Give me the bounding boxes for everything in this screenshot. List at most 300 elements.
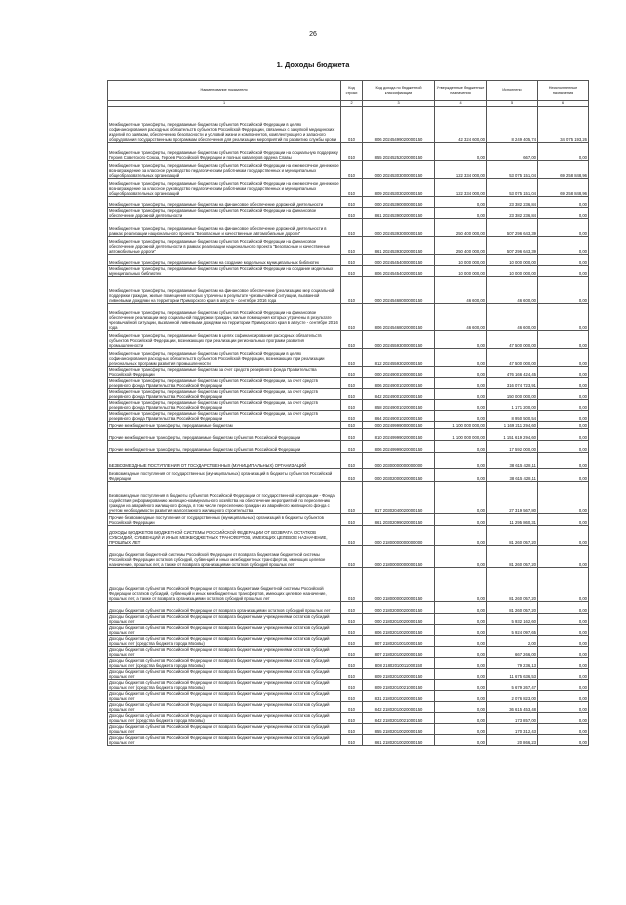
row-line-code: 010 [341,441,363,453]
row-name: Прочие безвозмездные поступления от государственных (муниципальных) организаций в бюджеты субъектов Российской Федерации [108,514,341,526]
row-approved-amount: 250 400 000,00 [435,237,487,255]
row-executed-amount: 47 500 000,00 [487,331,538,349]
row-approved-amount: 0,00 [435,526,487,546]
row-name: Межбюджетные трансферты, передаваемые бюджетам субъектов Российской Федерации на ежемесячное денежное вознаграждение за классное руководство педагогическим работникам государственных и муниципальных общеобразовательных организаций [108,179,341,197]
row-income-code: 806 20245468020000150 [363,304,435,331]
row-income-code: 809 21802010021000150 [363,680,435,691]
table-row [108,208,589,219]
row-line-code: 010 [341,680,363,691]
row-approved-amount: 10 000 000,00 [435,255,487,266]
row-executed-amount: 150 000 000,00 [487,389,538,400]
header-executed: Исполнено [487,81,538,101]
row-income-code: 000 20249999000000150 [363,422,435,429]
row-income-code: 000 20245303000000150 [363,161,435,179]
row-executed-amount: 11 295 860,31 [487,514,538,526]
table-row [108,658,589,669]
row-name: Прочие межбюджетные трансферты, передаваемые бюджетам субъектов Российской Федерации [108,441,341,453]
row-name: Безвозмездные поступления в бюджеты субъектов Российской Федерации от государственной корпорации - Фонда содействия реформированию жилищно-коммунального хозяйства на обеспечение мероприятий по переселению граждан из аварийного жилищного фонда, в том числе переселению граждан из аварийного жилищного фонда с учетом необходимости развития малоэтажного жилищного строительства [108,482,341,514]
row-line-code: 010 [341,161,363,179]
row-name: Межбюджетные трансферты, передаваемые бюджетам на создание модельных муниципальных библиотек [108,255,341,266]
row-name: Доходы бюджетов субъектов Российской Федерации от возврата бюджетными учреждениями остатков субсидий прошлых лет [108,614,341,625]
table-row [108,179,589,197]
row-income-code: 000 20302000020000150 [363,469,435,482]
row-unexecuted-amount: 0,00 [538,367,589,378]
row-name: БЕЗВОЗМЕЗДНЫЕ ПОСТУПЛЕНИЯ ОТ ГОСУДАРСТВЕННЫХ (МУНИЦИПАЛЬНЫХ) ОРГАНИЗАЦИЙ [108,453,341,469]
row-executed-amount: 667,00 [487,143,538,161]
row-name: Межбюджетные трансферты, передаваемые бюджетам субъектов Российской Федерации в целях софинансирования расходных обязательств субъектов Российской Федерации, возникающих при реализации региональных программ развития промышленности [108,349,341,367]
row-name: Доходы бюджетов субъектов Российской Федерации от возврата бюджетными учреждениями остатков субсидий прошлых лет [108,691,341,702]
row-executed-amount: 17 592 000,00 [487,441,538,453]
row-approved-amount: 0,00 [435,208,487,219]
row-approved-amount: 0,00 [435,197,487,208]
row-name: Доходы бюджетов субъектов Российской Федерации от возврата бюджетными учреждениями остатков субсидий прошлых лет [108,647,341,658]
table-row [108,636,589,647]
row-executed-amount: 47 500 000,00 [487,349,538,367]
budget-table [107,80,589,746]
column-number: 2 [341,101,363,107]
row-income-code: 842 20249001020000150 [363,389,435,400]
row-line-code: 010 [341,669,363,680]
table-row [108,304,589,331]
row-executed-amount: 170 312,43 [487,724,538,735]
row-approved-amount: 0,00 [435,546,487,568]
row-line-code: 010 [341,107,363,143]
row-income-code: 000 21802000020000150 [363,602,435,614]
row-unexecuted-amount: 0,00 [538,636,589,647]
column-number: 3 [363,101,435,107]
row-line-code: 010 [341,658,363,669]
row-executed-amount: 1 171 200,00 [487,400,538,411]
row-line-code: 010 [341,389,363,400]
row-income-code: 000 20245593000000150 [363,331,435,349]
row-line-code: 010 [341,514,363,526]
row-name: Межбюджетные трансферты, передаваемые бюджетам субъектов Российской Федерации на финансовое обеспечение реализации мер социальной поддержки граждан, жилые помещения которых утрачены в результате чрезвычайной ситуации, вызванной ливневыми дождями на территории Приморского края в августе - сентябре 2016 года [108,304,341,331]
row-executed-amount: 38 615 428,11 [487,469,538,482]
row-income-code: 864 20249001020000150 [363,411,435,422]
row-unexecuted-amount: 0,00 [538,713,589,724]
row-income-code: 806 21802010020000150 [363,625,435,636]
row-line-code: 010 [341,143,363,161]
table-row [108,669,589,680]
row-approved-amount: 0,00 [435,669,487,680]
row-executed-amount: 316 074 723,91 [487,378,538,389]
table-row [108,255,589,266]
table-row [108,691,589,702]
table-row [108,614,589,625]
table-row [108,422,589,429]
row-line-code: 010 [341,219,363,237]
table-row [108,441,589,453]
table-body [108,107,589,746]
row-name: Доходы бюджетов субъектов Российской Федерации от возврата бюджетными учреждениями остатков субсидий прошлых лет (средства бюджета города Москвы) [108,658,341,669]
row-name: Доходы бюджетов бюджетной системы Российской Федерации от возврата бюджетами бюджетной системы Российской Федерации остатков субсидий, субвенций и иных межбюджетных трансфертов, имеющих целевое назначение, прошлых лет, а также от возврата организациями остатков субсидий прошлых лет [108,546,341,568]
row-approved-amount: 1 100 000 000,00 [435,422,487,429]
row-line-code: 010 [341,411,363,422]
table-row [108,331,589,349]
row-approved-amount: 0,00 [435,143,487,161]
row-executed-amount: 46 600,00 [487,277,538,304]
row-name: Доходы бюджетов субъектов Российской Федерации от возврата бюджетными учреждениями остатков субсидий прошлых лет [108,735,341,746]
row-unexecuted-amount: 0,00 [538,304,589,331]
table-row [108,602,589,614]
row-executed-amount: 5 679 267,47 [487,680,538,691]
row-income-code: 000 20245468000000150 [363,277,435,304]
row-line-code: 010 [341,636,363,647]
row-unexecuted-amount: 0,00 [538,266,589,277]
row-unexecuted-amount: 0,00 [538,453,589,469]
row-line-code: 010 [341,378,363,389]
row-unexecuted-amount: 0,00 [538,411,589,422]
row-unexecuted-amount: 0,00 [538,469,589,482]
row-approved-amount: 0,00 [435,331,487,349]
table-row [108,546,589,568]
row-income-code: 861 20302099020000150 [363,514,435,526]
column-number: 6 [538,101,589,107]
row-unexecuted-amount: 69 258 848,96 [538,179,589,197]
row-income-code: 842 21802010021000150 [363,713,435,724]
row-approved-amount: 0,00 [435,625,487,636]
row-line-code: 010 [341,266,363,277]
row-name: Межбюджетные трансферты, передаваемые бюджетам субъектов Российской Федерации, за счет средств резервного фонда Правительства Российской Федерации [108,400,341,411]
row-line-code: 010 [341,568,363,602]
row-unexecuted-amount: 34 075 193,26 [538,107,589,143]
row-approved-amount: 0,00 [435,514,487,526]
header-line-code: Код строки [341,81,363,101]
row-income-code: 809 21802010020000150 [363,669,435,680]
row-executed-amount: 81 260 057,20 [487,568,538,602]
row-executed-amount: 476 166 424,45 [487,367,538,378]
row-income-code: 806 20249999020000150 [363,441,435,453]
table-row [108,411,589,422]
row-line-code: 010 [341,304,363,331]
row-income-code: 810 20249999020000150 [363,429,435,441]
row-unexecuted-amount: 69 258 848,96 [538,161,589,179]
row-income-code: 855 21802010020000150 [363,724,435,735]
row-approved-amount: 42 324 600,00 [435,107,487,143]
row-line-code: 010 [341,647,363,658]
table-row [108,367,589,378]
row-unexecuted-amount: 0,00 [538,602,589,614]
row-income-code: 806 20245499020000150 [363,107,435,143]
row-executed-amount: 11 675 636,53 [487,669,538,680]
row-unexecuted-amount: 0,00 [538,143,589,161]
row-income-code: 858 20249001020000150 [363,400,435,411]
row-line-code: 010 [341,429,363,441]
table-row [108,197,589,208]
row-approved-amount: 0,00 [435,453,487,469]
row-executed-amount: 79 236,13 [487,658,538,669]
table-header-row [108,81,589,101]
row-line-code: 010 [341,255,363,266]
row-executed-amount: 8 950 500,54 [487,411,538,422]
table-row [108,266,589,277]
row-approved-amount: 0,00 [435,378,487,389]
table-row [108,713,589,724]
row-income-code: 000 21802010020000150 [363,614,435,625]
table-row [108,237,589,255]
row-approved-amount: 0,00 [435,713,487,724]
row-approved-amount: 250 400 000,00 [435,219,487,237]
row-approved-amount: 0,00 [435,482,487,514]
header-approved: Утвержденные бюджетные назначения [435,81,487,101]
row-unexecuted-amount: 0,00 [538,568,589,602]
row-approved-amount: 0,00 [435,647,487,658]
row-name: Межбюджетные трансферты, передаваемые бюджетам субъектов Российской Федерации, за счет средств резервного фонда Правительства Российской Федерации [108,411,341,422]
row-line-code: 010 [341,277,363,304]
row-line-code: 010 [341,197,363,208]
row-income-code: 808 21802010011000150 [363,658,435,669]
row-approved-amount: 0,00 [435,680,487,691]
row-unexecuted-amount: 0,00 [538,331,589,349]
row-approved-amount: 0,00 [435,441,487,453]
row-line-code: 010 [341,614,363,625]
row-name: Межбюджетные трансферты, передаваемые бюджетам субъектов Российской Федерации в целях софинансирования расходных обязательств субъектов Российской Федерации, связанных с закупкой медицинских изделий по заявкам, обеспечению безопасности и условий жизни и компонентов, комплектующего и запасного оборудования государственным программам обеспечения для реализации мероприятий по развитию службы крови [108,107,341,143]
row-approved-amount: 0,00 [435,602,487,614]
table-row [108,680,589,691]
header-unexecuted: Неисполненные назначения [538,81,589,101]
row-name: Доходы бюджетов субъектов Российской Федерации от возврата бюджетными учреждениями остатков субсидий прошлых лет [108,724,341,735]
row-approved-amount: 0,00 [435,568,487,602]
row-name: Межбюджетные трансферты, передаваемые бюджетам субъектов Российской Федерации на финансовое обеспечение дорожной деятельности в рамках реализации национального проекта "Безопасные и качественные автомобильные дороги" [108,237,341,255]
row-name: Межбюджетные трансферты, передаваемые бюджетам на финансовое обеспечение дорожной деятельности [108,197,341,208]
row-name: Безвозмездные поступления от государственных (муниципальных) организаций в бюджеты субъектов Российской Федерации [108,469,341,482]
row-unexecuted-amount: 0,00 [538,658,589,669]
header-name: Наименование показателя [108,81,341,101]
row-executed-amount: 507 296 643,39 [487,219,538,237]
row-name: Доходы бюджетов субъектов Российской Федерации от возврата бюджетными учреждениями остатков субсидий прошлых лет (средства бюджета города Москвы) [108,680,341,691]
column-number: 4 [435,101,487,107]
table-row [108,526,589,546]
row-income-code: 000 21800000000000000 [363,526,435,546]
table-row [108,453,589,469]
row-unexecuted-amount: 0,00 [538,219,589,237]
row-executed-amount: 8 249 405,74 [487,107,538,143]
row-line-code: 010 [341,482,363,514]
row-unexecuted-amount: 0,00 [538,255,589,266]
row-name: Доходы бюджетов субъектов Российской Федерации от возврата бюджетными учреждениями остатков субсидий прошлых лет (средства бюджета города Москвы) [108,713,341,724]
row-executed-amount: 27 319 567,80 [487,482,538,514]
row-income-code: 000 20245390000000150 [363,197,435,208]
row-unexecuted-amount: 0,00 [538,680,589,691]
row-approved-amount: 0,00 [435,702,487,713]
row-unexecuted-amount: 0,00 [538,702,589,713]
row-executed-amount: 1 151 619 294,60 [487,429,538,441]
row-unexecuted-amount: 0,00 [538,691,589,702]
table-row [108,724,589,735]
row-name: Межбюджетные трансферты, передаваемые бюджетам субъектов Российской Федерации на финансовое обеспечение дорожной деятельности [108,208,341,219]
row-approved-amount: 0,00 [435,691,487,702]
row-unexecuted-amount: 0,00 [538,277,589,304]
row-approved-amount: 46 600,00 [435,304,487,331]
row-name: Межбюджетные трансферты, передаваемые бюджетам на финансовое обеспечение дорожной деятельности в рамках реализации национального проекта "Безопасные и качественные автомобильные дороги" [108,219,341,237]
row-income-code: 000 21800000020000150 [363,568,435,602]
row-income-code: 861 20245390020000150 [363,208,435,219]
row-line-code: 010 [341,713,363,724]
row-name: Доходы бюджетов субъектов Российской Федерации от возврата бюджетными учреждениями остатков субсидий прошлых лет (средства бюджета города Москвы) [108,636,341,647]
table-row [108,514,589,526]
row-line-code: 010 [341,735,363,746]
row-unexecuted-amount: 0,00 [538,378,589,389]
row-executed-amount: 10 000 000,00 [487,255,538,266]
row-executed-amount: 173 857,00 [487,713,538,724]
row-executed-amount: 2 076 823,00 [487,691,538,702]
row-name: Доходы бюджетов субъектов Российской Федерации от возврата бюджетными учреждениями остатков субсидий прошлых лет [108,669,341,680]
column-number: 1 [108,101,341,107]
row-income-code: 806 20245454020000150 [363,266,435,277]
row-executed-amount: 2,00 [487,636,538,647]
row-name: Межбюджетные трансферты, передаваемые бюджетам субъектов Российской Федерации, за счет средств резервного фонда Правительства Российской Федерации [108,389,341,400]
row-unexecuted-amount: 0,00 [538,237,589,255]
row-line-code: 010 [341,526,363,546]
row-executed-amount: 53 075 151,04 [487,179,538,197]
row-name: Межбюджетные трансферты, передаваемые бюджетам субъектов Российской Федерации на создание модельных муниципальных библиотек [108,266,341,277]
row-income-code: 817 20302040020000150 [363,482,435,514]
row-executed-amount: 46 600,00 [487,304,538,331]
row-unexecuted-amount: 0,00 [538,669,589,680]
section-title: 1. Доходы бюджета [276,60,350,69]
row-line-code: 010 [341,422,363,429]
row-income-code: 807 21802010010000150 [363,636,435,647]
row-name: Прочие межбюджетные трансферты, передаваемые бюджетам [108,422,341,429]
row-executed-amount: 10 000 000,00 [487,266,538,277]
row-line-code: 010 [341,208,363,219]
row-approved-amount: 0,00 [435,400,487,411]
row-income-code: 000 20245393000000150 [363,219,435,237]
row-approved-amount: 0,00 [435,389,487,400]
table-row [108,568,589,602]
row-income-code: 861 20245393020000150 [363,237,435,255]
row-unexecuted-amount: 0,00 [538,441,589,453]
column-number: 5 [487,101,538,107]
row-name: Межбюджетные трансферты, передаваемые бюджетам за счет средств резервного фонда Правительства Российской Федерации [108,367,341,378]
row-line-code: 010 [341,453,363,469]
row-line-code: 010 [341,625,363,636]
row-executed-amount: 81 260 057,20 [487,602,538,614]
row-line-code: 010 [341,546,363,568]
row-unexecuted-amount: 0,00 [538,422,589,429]
row-unexecuted-amount: 0,00 [538,647,589,658]
row-approved-amount: 0,00 [435,411,487,422]
row-approved-amount: 122 334 000,00 [435,161,487,179]
row-approved-amount: 46 600,00 [435,277,487,304]
row-approved-amount: 0,00 [435,636,487,647]
row-income-code: 000 20245454000000150 [363,255,435,266]
row-name: Доходы бюджетов субъектов Российской Федерации от возврата бюджетами бюджетной системы Российской Федерации остатков субсидий, субвенций и иных межбюджетных трансфертов, имеющих целевое назначение, прошлых лет, а также от возврата организациями остатков субсидий прошлых лет [108,568,341,602]
row-approved-amount: 122 334 000,00 [435,179,487,197]
row-unexecuted-amount: 0,00 [538,429,589,441]
row-name: Прочие межбюджетные трансферты, передаваемые бюджетам субъектов Российской Федерации [108,429,341,441]
row-unexecuted-amount: 0,00 [538,614,589,625]
row-executed-amount: 23 382 236,84 [487,208,538,219]
row-income-code: 000 20249001000000150 [363,367,435,378]
row-unexecuted-amount: 0,00 [538,625,589,636]
table-row [108,107,589,143]
row-executed-amount: 507 296 643,39 [487,237,538,255]
row-unexecuted-amount: 0,00 [538,526,589,546]
row-executed-amount: 5 932 162,60 [487,614,538,625]
row-unexecuted-amount: 0,00 [538,482,589,514]
row-executed-amount: 667 266,00 [487,647,538,658]
row-executed-amount: 36 615 453,48 [487,702,538,713]
table-row [108,378,589,389]
row-executed-amount: 1 169 211 294,60 [487,422,538,429]
row-line-code: 010 [341,702,363,713]
row-unexecuted-amount: 0,00 [538,546,589,568]
table-row [108,429,589,441]
row-executed-amount: 23 382 236,84 [487,197,538,208]
row-approved-amount: 1 100 000 000,00 [435,429,487,441]
header-income-code: Код дохода по бюджетной классификации [363,81,435,101]
row-line-code: 010 [341,724,363,735]
row-name: Доходы бюджетов субъектов Российской Федерации от возврата бюджетными учреждениями остатков субсидий прошлых лет [108,702,341,713]
row-income-code: 807 21802010020000150 [363,647,435,658]
table-row [108,482,589,514]
row-line-code: 010 [341,367,363,378]
table-row [108,735,589,746]
row-approved-amount: 0,00 [435,735,487,746]
row-approved-amount: 0,00 [435,469,487,482]
table-row [108,702,589,713]
row-executed-amount: 81 260 057,20 [487,546,538,568]
row-income-code: 809 20245303020000150 [363,179,435,197]
row-income-code: 855 20245252020000150 [363,143,435,161]
row-income-code: 000 20300000000000000 [363,453,435,469]
row-income-code: 842 21802010020000150 [363,702,435,713]
row-line-code: 010 [341,179,363,197]
row-approved-amount: 0,00 [435,349,487,367]
row-unexecuted-amount: 0,00 [538,389,589,400]
table-row [108,625,589,636]
table-row [108,469,589,482]
row-line-code: 010 [341,602,363,614]
table-row [108,647,589,658]
row-executed-amount: 38 615 428,11 [487,453,538,469]
row-name: Доходы бюджетов субъектов Российской Федерации от возврата организациями остатков субсидий прошлых лет [108,602,341,614]
row-name: Доходы бюджетов субъектов Российской Федерации от возврата бюджетными учреждениями остатков субсидий прошлых лет [108,625,341,636]
row-executed-amount: 5 924 097,65 [487,625,538,636]
row-approved-amount: 0,00 [435,724,487,735]
row-unexecuted-amount: 0,00 [538,400,589,411]
page-number: 26 [309,31,317,38]
row-approved-amount: 10 000 000,00 [435,266,487,277]
row-income-code: 812 20245593020000150 [363,349,435,367]
row-unexecuted-amount: 0,00 [538,724,589,735]
row-income-code: 000 21800000000000150 [363,546,435,568]
row-name: ДОХОДЫ БЮДЖЕТОВ БЮДЖЕТНОЙ СИСТЕМЫ РОССИЙСКОЙ ФЕДЕРАЦИИ ОТ ВОЗВРАТА ОСТАТКОВ СУБСИДИЙ, СУБВЕНЦИЙ И ИНЫХ МЕЖБЮДЖЕТНЫХ ТРАНСФЕРТОВ, ИМЕЮЩИХ ЦЕЛЕВОЕ НАЗНАЧЕНИЕ, ПРОШЛЫХ ЛЕТ [108,526,341,546]
row-name: Межбюджетные трансферты, передаваемые бюджетам субъектов Российской Федерации, за счет средств резервного фонда Правительства Российской Федерации [108,378,341,389]
row-executed-amount: 53 075 151,04 [487,161,538,179]
table-row [108,389,589,400]
table-row [108,400,589,411]
row-line-code: 010 [341,691,363,702]
row-line-code: 010 [341,400,363,411]
row-name: Межбюджетные трансферты, передаваемые бюджетам на финансовое обеспечение (реализацию мер социальной поддержки граждан, жилые помещения которых утрачены в результате чрезвычайной ситуации, вызванной ливневыми дождями на территории Приморского края в августе - сентябре 2016 года [108,277,341,304]
row-line-code: 010 [341,469,363,482]
table-row [108,277,589,304]
row-unexecuted-amount: 0,00 [538,735,589,746]
row-name: Межбюджетные трансферты, передаваемые бюджетам субъектов Российской Федерации на социальную поддержку Героев Советского Союза, Героев Российской Федерации и полных кавалеров ордена Славы [108,143,341,161]
row-approved-amount: 0,00 [435,367,487,378]
row-name: Межбюджетные трансферты, передаваемые бюджетам в целях софинансирования расходных обязательств субъектов Российской Федерации, возникающих при реализации региональных программ развития промышленности [108,331,341,349]
row-unexecuted-amount: 0,00 [538,349,589,367]
row-unexecuted-amount: 0,00 [538,197,589,208]
row-approved-amount: 0,00 [435,614,487,625]
row-income-code: 806 20249001020000150 [363,378,435,389]
row-income-code: 831 21802010020000150 [363,691,435,702]
table-row [108,219,589,237]
row-executed-amount: 20 866,23 [487,735,538,746]
row-approved-amount: 0,00 [435,658,487,669]
